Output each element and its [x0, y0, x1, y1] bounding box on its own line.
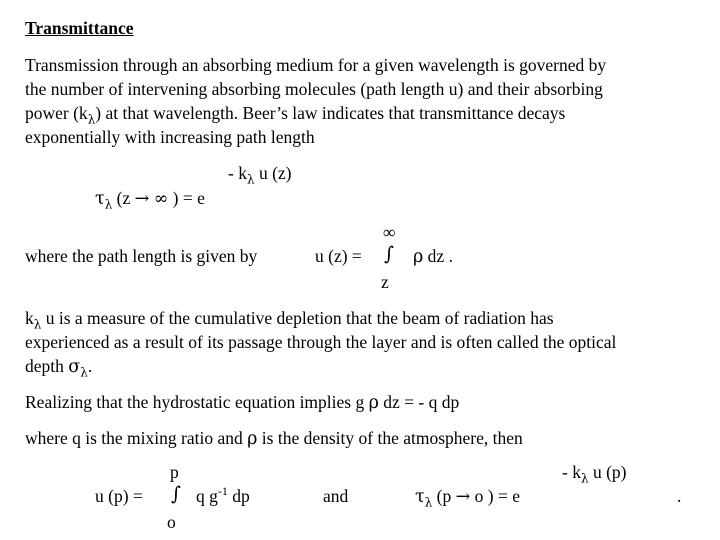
depletion-line-2: experienced as a result of its passage through the layer and is often called the optical [25, 332, 617, 352]
eq3-lhs: u (p) = [95, 486, 143, 506]
eq2-prefix: where the path length is given by [25, 246, 258, 266]
eq2-upper-limit: ∞ [383, 222, 396, 242]
eq3-exponent: - $k_\lambda$ u (p) [562, 462, 627, 486]
section-title: Transmittance [25, 18, 134, 38]
eq3-lower-limit: o [167, 512, 176, 532]
intro-line-3: power $(k_\lambda)$ at that wavelength. Beer’s law indicates that transmittance decays [25, 103, 566, 127]
intro-line-4: exponentially with increasing path length [25, 127, 315, 147]
intro-line-2: the number of intervening absorbing molecules (path length u) and their absorbing [25, 79, 603, 99]
integral-sign: ∫ [171, 483, 181, 505]
eq2-integrand: ρ dz . [413, 246, 453, 267]
eq3-tau: $\tau_\lambda$ (p → o ) = e [415, 486, 521, 510]
depletion-line-1: $k_\lambda$ u is a measure of the cumulative depletion that the beam of radiation has [25, 308, 554, 332]
eq3-upper-limit: p [170, 462, 179, 482]
intro-line-1: Transmission through an absorbing medium for a given wavelength is governed by [25, 55, 607, 75]
eq1-exponent: - $k_\lambda$ u (z) [228, 163, 292, 187]
integral-sign: ∫ [384, 243, 394, 265]
eq3-integrand: q $g^{-1}$ dp [196, 484, 250, 506]
mixing-ratio-line: where q is the mixing ratio and ρ is the density of the atmosphere, then [25, 428, 523, 449]
depletion-line-3: depth $\sigma_\lambda$. [25, 356, 93, 380]
eq3-and: and [323, 486, 349, 506]
eq2-lower-limit: z [381, 272, 389, 292]
eq1-main: $\tau_\lambda$ (z → ∞ ) = e [95, 188, 205, 212]
eq2-lhs: u (z) = [315, 246, 362, 266]
hydrostatic-line: Realizing that the hydrostatic equation implies g ρ dz = - q dp [25, 392, 460, 413]
eq3-period: . [677, 486, 682, 506]
